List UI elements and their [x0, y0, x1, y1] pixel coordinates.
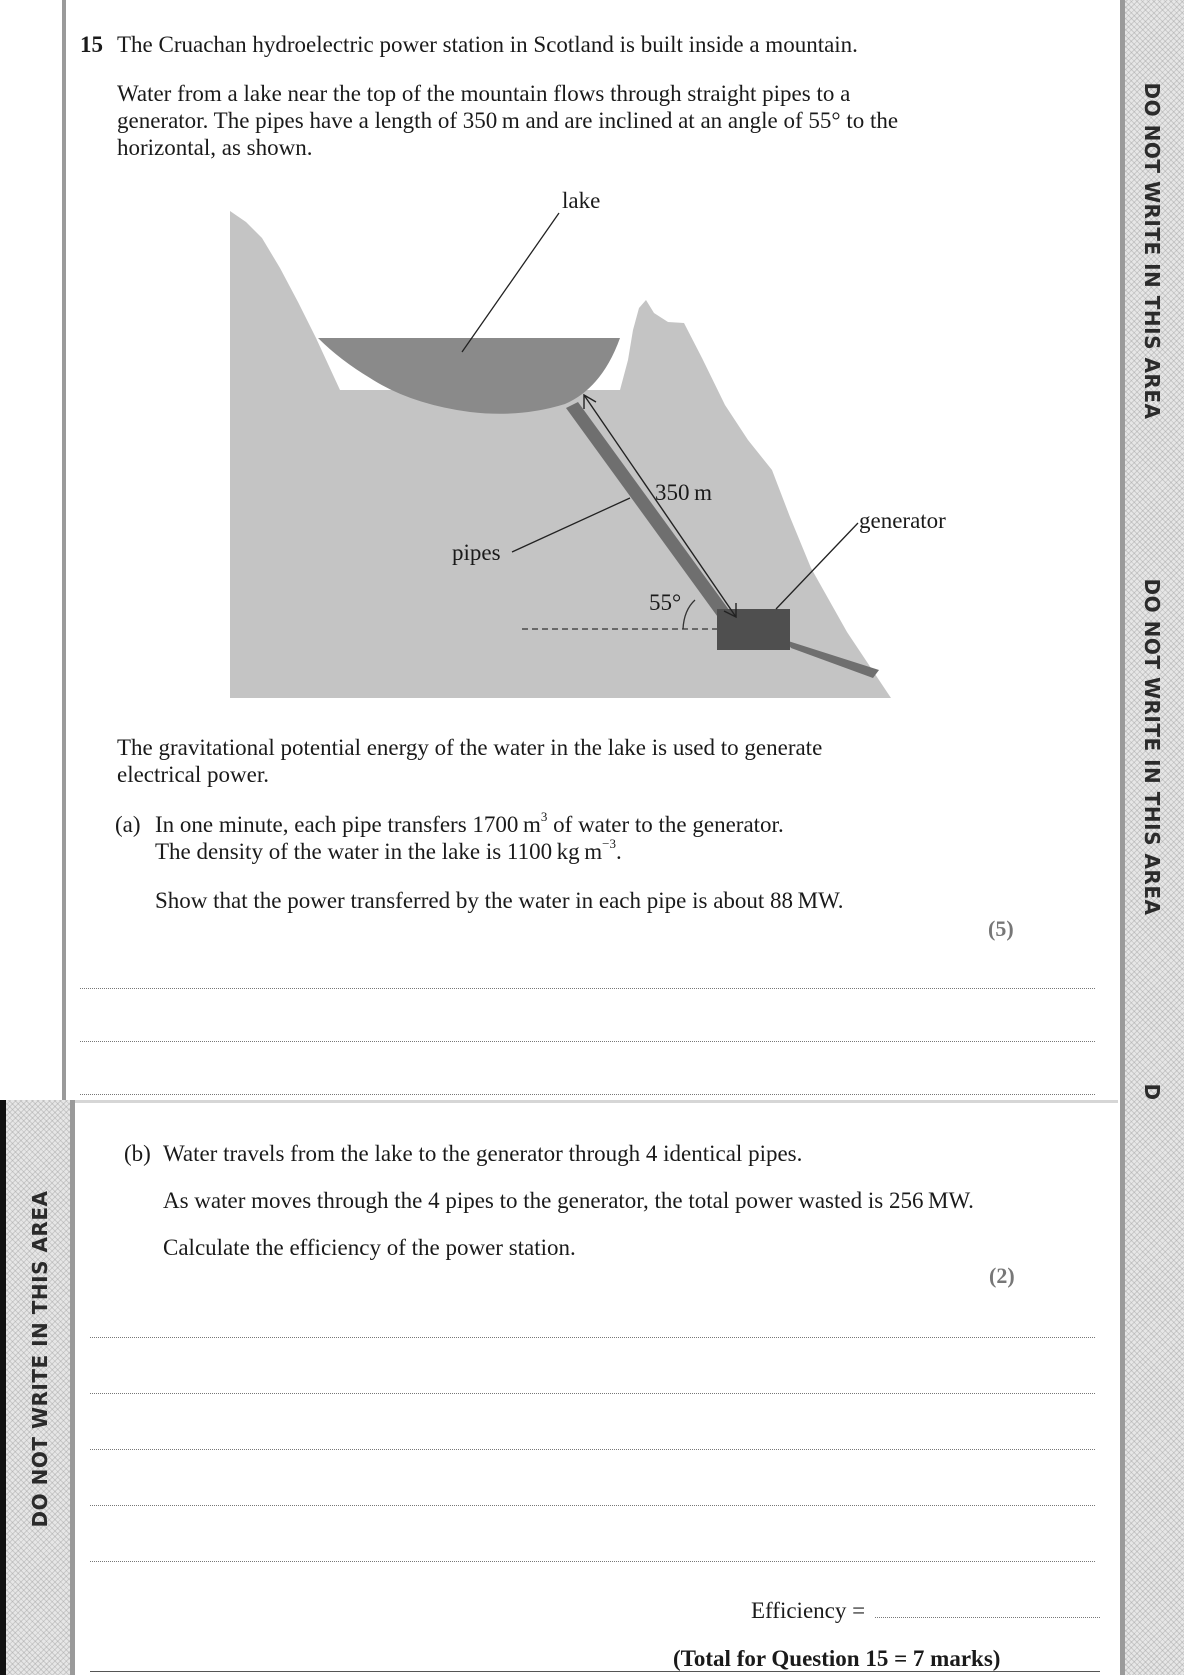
- gpe-line-2: electrical power.: [117, 762, 269, 787]
- total-marks: (Total for Question 15 = 7 marks): [673, 1646, 1001, 1671]
- gpe-line-1: The gravitational potential energy of the water in the lake is used to generate: [117, 735, 823, 760]
- part-b-label: (b): [124, 1141, 151, 1166]
- page-lower-shadow: [0, 1100, 1118, 1103]
- bottom-rule: [90, 1671, 1100, 1672]
- mountain-shape: [230, 211, 891, 698]
- efficiency-answer-field[interactable]: [875, 1617, 1100, 1618]
- answer-line-b-5[interactable]: [90, 1561, 1095, 1562]
- question-number: 15: [80, 32, 103, 57]
- margin-warning-right-top: DO NOT WRITE IN THIS AREA: [1140, 82, 1164, 420]
- margin-warning-right-bottom: DO NOT WRITE IN THIS AREA: [1140, 578, 1164, 916]
- answer-line-a-2[interactable]: [80, 1041, 1095, 1042]
- part-b-line-1: Water travels from the lake to the generator through 4 identical pipes.: [163, 1141, 803, 1166]
- part-b-marks: (2): [989, 1263, 1015, 1288]
- margin-warning-left: DO NOT WRITE IN THIS AREA: [28, 1190, 52, 1528]
- left-margin-border: [70, 1100, 75, 1675]
- part-b-line-3: Calculate the efficiency of the power station.: [163, 1235, 576, 1260]
- answer-line-b-2[interactable]: [90, 1393, 1095, 1394]
- label-lake: lake: [562, 188, 601, 213]
- answer-line-a-3[interactable]: [80, 1094, 1095, 1095]
- hydroelectric-diagram: [0, 0, 1184, 720]
- part-a-line-1-sup: 3: [540, 809, 548, 825]
- intro-line-1: Water from a lake near the top of the mountain flows through straight pipes to a: [117, 81, 851, 106]
- margin-warning-right-fragment: D: [1140, 1083, 1164, 1101]
- part-a-line-1-end: of water to the generator.: [547, 812, 784, 837]
- efficiency-label: Efficiency =: [751, 1598, 866, 1623]
- label-angle: 55°: [649, 590, 682, 615]
- part-a-line-2-text: The density of the water in the lake is 1100 kg m: [155, 839, 603, 864]
- part-a-line-2-end: .: [616, 839, 622, 864]
- label-pipes: pipes: [452, 540, 501, 565]
- part-a-instruction: Show that the power transferred by the water in each pipe is about 88 MW.: [155, 888, 844, 913]
- answer-line-b-3[interactable]: [90, 1449, 1095, 1450]
- answer-line-b-1[interactable]: [90, 1337, 1095, 1338]
- generator-block: [717, 609, 790, 650]
- label-length: 350 m: [655, 480, 712, 505]
- question-title: The Cruachan hydroelectric power station in Scotland is built inside a mountain.: [117, 32, 858, 57]
- part-b-line-2: As water moves through the 4 pipes to the generator, the total power wasted is 256 MW.: [163, 1188, 974, 1213]
- answer-line-b-4[interactable]: [90, 1505, 1095, 1506]
- part-a-marks: (5): [988, 916, 1014, 941]
- part-a-line-2: [155, 838, 622, 865]
- lake-leader: [462, 213, 559, 352]
- part-a-line-1: [155, 811, 784, 838]
- answer-line-a-1[interactable]: [80, 988, 1095, 989]
- part-a-line-1-text: In one minute, each pipe transfers 1700 m: [155, 812, 541, 837]
- part-a-label: (a): [115, 812, 141, 837]
- part-a-line-2-sup: −3: [602, 836, 617, 852]
- intro-line-3: horizontal, as shown.: [117, 135, 313, 160]
- intro-line-2: generator. The pipes have a length of 350 m and are inclined at an angle of 55° to the: [117, 108, 899, 133]
- label-generator: generator: [859, 508, 946, 533]
